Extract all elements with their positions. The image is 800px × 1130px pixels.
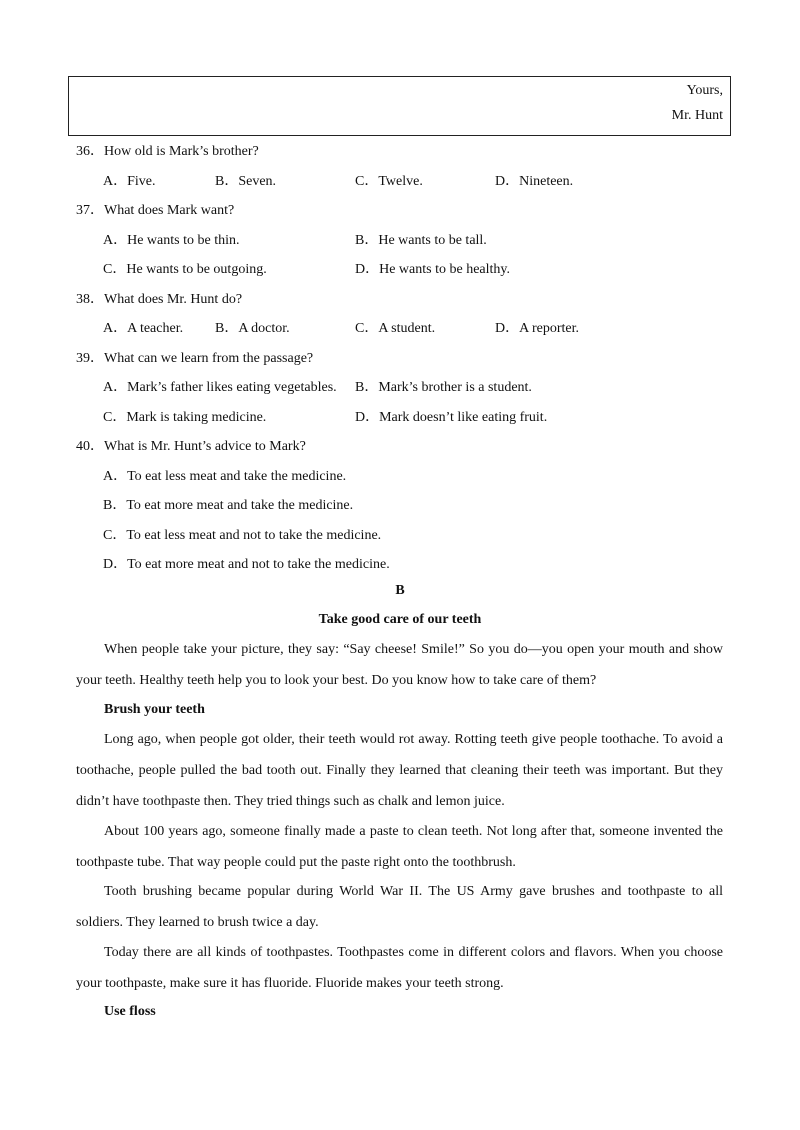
question-38 — [76, 288, 242, 308]
question-number: 37． — [76, 203, 104, 218]
question-number: 39． — [76, 351, 104, 366]
q37-option-b: B．He wants to be tall. — [355, 233, 487, 248]
question-text: What does Mr. Hunt do? — [104, 292, 243, 307]
q40-option-c: C．To eat less meat and not to take the medicine. — [103, 528, 382, 543]
q39-option-b: B．Mark’s brother is a student. — [355, 380, 532, 395]
letter-closing: Yours, — [686, 83, 723, 98]
q40-option-d: D．To eat more meat and not to take the medicine. — [103, 557, 390, 572]
heading-brush-your-teeth: Brush your teeth — [104, 702, 205, 717]
question-number: 40． — [76, 439, 104, 454]
q36-option-c: C．Twelve. — [355, 174, 423, 189]
paragraph-toothpaste-invention: About 100 years ago, someone finally made a paste to clean teeth. Not long after that, someone invented the toothpaste tube. That way people could put the paste right onto the toothbrush. — [76, 824, 723, 870]
q38-option-a: A．A teacher. — [103, 321, 184, 336]
question-36 — [76, 140, 259, 160]
q37-option-c: C．He wants to be outgoing. — [103, 262, 267, 277]
question-text: What can we learn from the passage? — [104, 351, 314, 366]
q40-option-b: B．To eat more meat and take the medicine. — [103, 498, 354, 513]
question-37 — [76, 199, 234, 219]
q38-option-c: C．A student. — [355, 321, 436, 336]
letter-closing-box — [68, 76, 731, 136]
section-letter: B — [395, 583, 405, 598]
question-39 — [76, 347, 313, 367]
intro-paragraph: When people take your picture, they say: “Say cheese! Smile!” So you do—you open your mouth and show your teeth. Healthy teeth help you to look your best. Do you know how to take care of them? — [76, 642, 723, 688]
q37-option-d: D．He wants to be healthy. — [355, 262, 510, 277]
question-text: What does Mark want? — [104, 203, 235, 218]
question-text: How old is Mark’s brother? — [104, 144, 259, 159]
question-text: What is Mr. Hunt’s advice to Mark? — [104, 439, 306, 454]
q36-option-b: B．Seven. — [215, 174, 277, 189]
q36-option-d: D．Nineteen. — [495, 174, 574, 189]
q38-option-b: B．A doctor. — [215, 321, 290, 336]
q39-option-a: A．Mark’s father likes eating vegetables. — [103, 380, 337, 395]
paragraph-world-war: Tooth brushing became popular during World War II. The US Army gave brushes and toothpaste to all soldiers. They learned to brush twice a day. — [76, 884, 723, 930]
heading-use-floss: Use floss — [104, 1004, 156, 1019]
question-40 — [76, 435, 306, 455]
q38-option-d: D．A reporter. — [495, 321, 579, 336]
letter-signature: Mr. Hunt — [671, 108, 723, 123]
q40-option-a: A．To eat less meat and take the medicine. — [103, 469, 347, 484]
q37-option-a: A．He wants to be thin. — [103, 233, 240, 248]
paragraph-toothpaste-today: Today there are all kinds of toothpastes. Toothpastes come in different colors and flavors. When you choose your toothpaste, make sure it has fluoride. Fluoride makes your teeth strong. — [76, 945, 723, 991]
section-title: Take good care of our teeth — [318, 612, 482, 627]
question-number: 36． — [76, 144, 104, 159]
q39-option-c: C．Mark is taking medicine. — [103, 410, 267, 425]
q36-option-a: A．Five. — [103, 174, 156, 189]
q39-option-d: D．Mark doesn’t like eating fruit. — [355, 410, 548, 425]
question-number: 38． — [76, 292, 104, 307]
paragraph-history: Long ago, when people got older, their teeth would rot away. Rotting teeth give people toothache. To avoid a toothache, people pulled the bad tooth out. Finally they learned that cleaning their teeth was important. But they didn’t have toothpaste then. They tried things such as chalk and lemon juice. — [76, 732, 723, 809]
